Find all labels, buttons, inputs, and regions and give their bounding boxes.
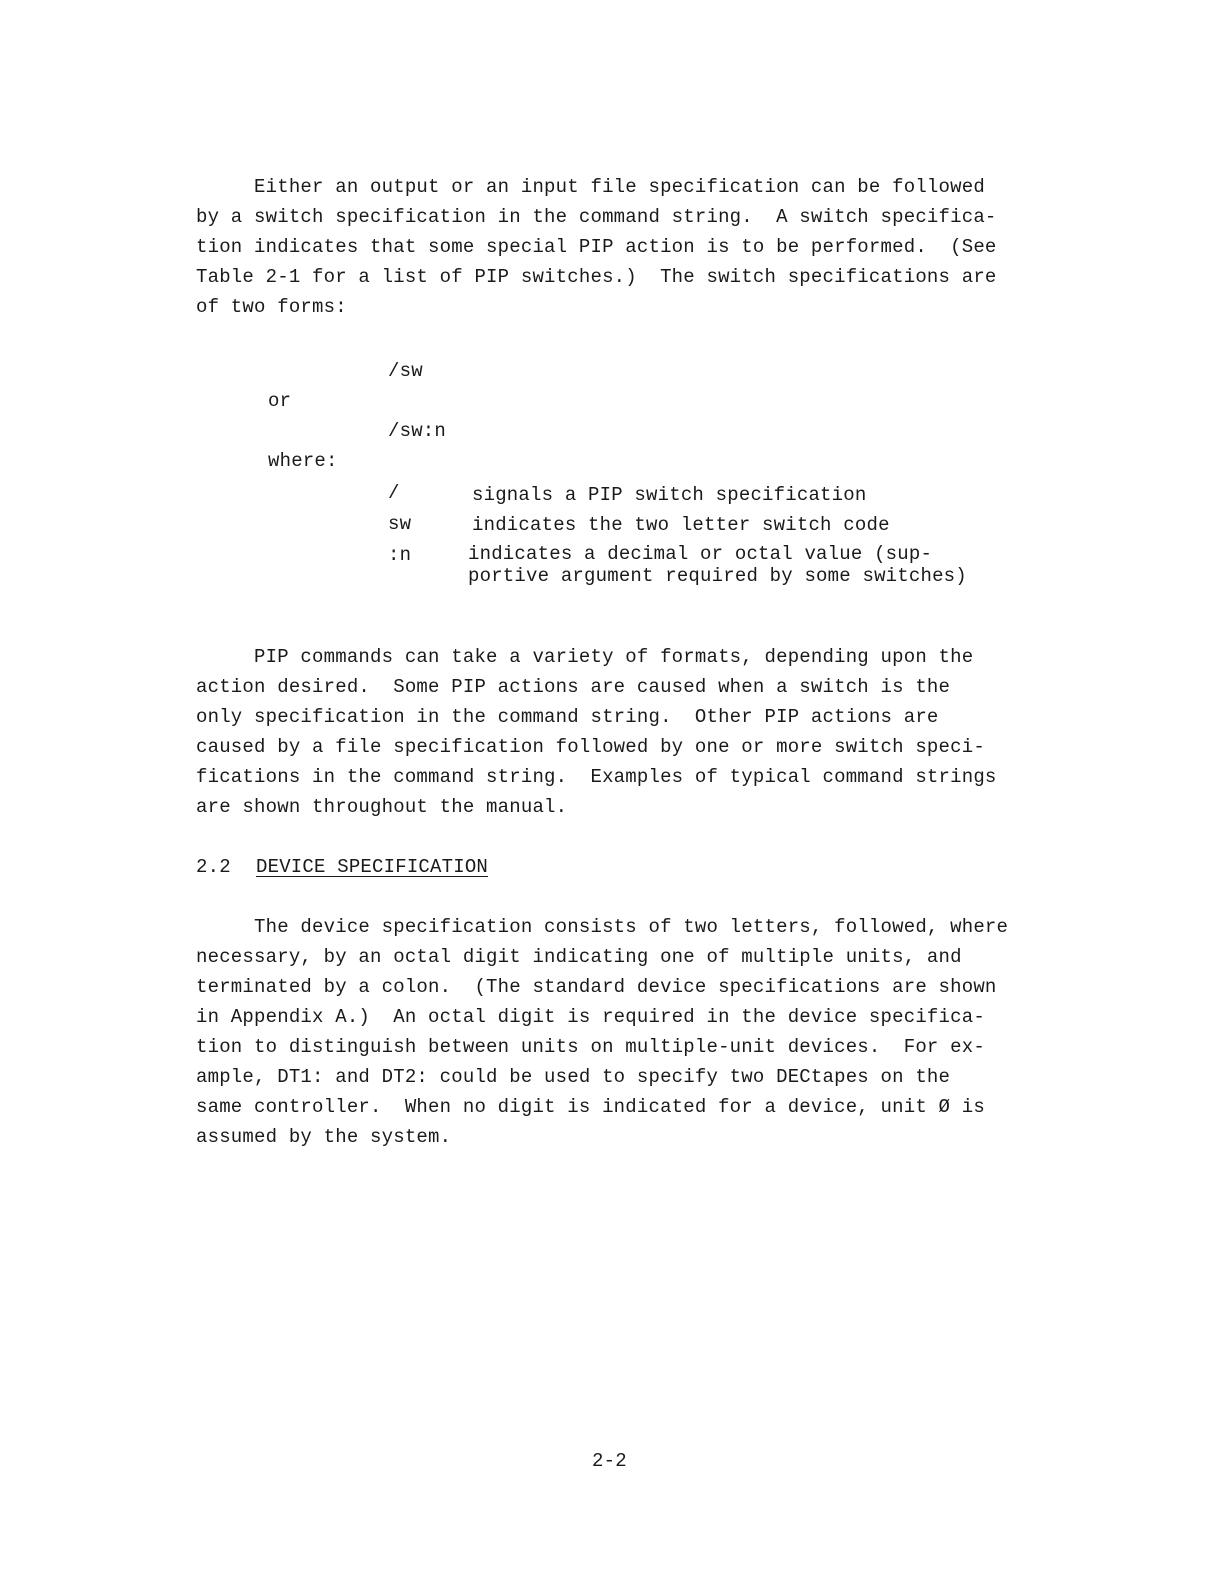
text-line: terminated by a colon. (The standard device specifications are shown [196,976,997,998]
text-line: of two forms: [196,296,347,318]
text-line: The device specification consists of two letters, followed, where [196,916,1009,938]
definition-description-continued: portive argument required by some switches) [468,565,967,587]
section-number: 2.2 [196,856,231,878]
text-line: Either an output or an input file specification can be followed [196,176,985,198]
text-line: same controller. When no digit is indicated for a device, unit Ø is [196,1096,985,1118]
definition-term: / [388,482,400,504]
page-number: 2-2 [592,1450,627,1472]
text-line: PIP commands can take a variety of formats, depending upon the [196,646,974,668]
definition-description: indicates the two letter switch code [472,514,890,536]
definition-term: sw [388,513,412,535]
text-line: ample, DT1: and DT2: could be used to specify two DECtapes on the [196,1066,951,1088]
text-line: necessary, by an octal digit indicating one of multiple units, and [196,946,962,968]
definition-description: indicates a decimal or octal value (sup- [468,543,933,565]
text-line: caused by a file specification followed by one or more switch speci- [196,736,985,758]
switch-form-with-value: /sw:n [388,420,447,442]
text-line: Table 2-1 for a list of PIP switches.) The switch specifications are [196,266,997,288]
text-line: fications in the command string. Examples of typical command strings [196,766,997,788]
text-line: in Appendix A.) An octal digit is required in the device specifica- [196,1006,985,1028]
text-line: tion to distinguish between units on multiple-unit devices. For ex- [196,1036,985,1058]
definition-term: :n [388,544,412,566]
or-label: or [268,390,292,412]
text-line: by a switch specification in the command string. A switch specifica- [196,206,997,228]
where-label: where: [268,450,338,472]
switch-form-simple: /sw [388,360,423,382]
text-line: assumed by the system. [196,1126,452,1148]
text-line: are shown throughout the manual. [196,796,568,818]
text-line: tion indicates that some special PIP action is to be performed. (See [196,236,997,258]
definition-description: signals a PIP switch specification [472,484,867,506]
section-title: DEVICE SPECIFICATION [256,856,489,878]
text-line: only specification in the command string. Other PIP actions are [196,706,939,728]
text-line: action desired. Some PIP actions are caused when a switch is the [196,676,951,698]
